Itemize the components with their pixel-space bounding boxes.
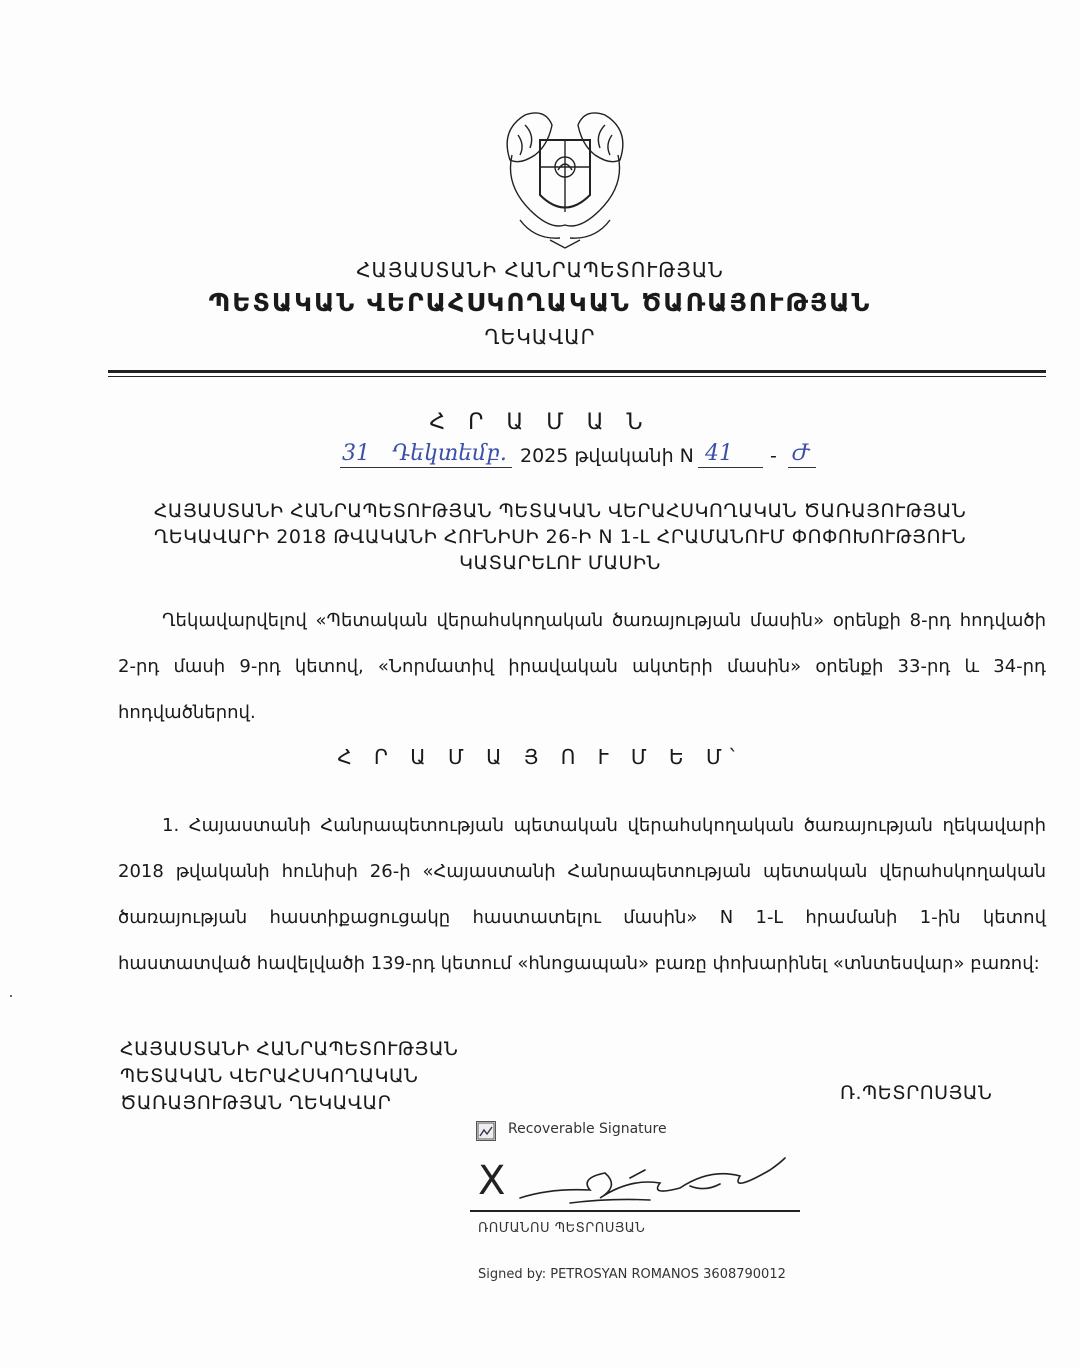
handwritten-month: Դեկտեմբ.: [392, 441, 507, 466]
order-year-text: 2025 թվականի N: [520, 445, 694, 467]
header-agency: ՊԵՏԱԿԱՆ ՎԵՐԱՀՍԿՈՂԱԿԱՆ ԾԱՌԱՅՈՒԹՅԱՆ: [208, 288, 872, 317]
handwritten-suffix: Ժ: [792, 441, 810, 466]
signatory-org-line1: ՀԱՅԱՍՏԱՆԻ ՀԱՆՐԱՊԵՏՈՒԹՅԱՆ: [120, 1038, 459, 1060]
handwritten-signature: [510, 1148, 800, 1208]
handwritten-day: 31: [342, 441, 370, 466]
signatory-title: [120, 1036, 458, 1117]
header-country: ՀԱՅԱՍՏԱՆԻ ՀԱՆՐԱՊԵՏՈՒԹՅԱՆ: [356, 258, 724, 282]
signer-full-name: ՌՈՄԱՆՈՍ ՊԵՏՐՈՍՅԱՆ: [478, 1221, 646, 1236]
date-underline: [340, 467, 512, 468]
preamble-text: Ղեկավարվելով «Պետական վերահսկողական ծառայության մասին» օրենքի 8-րդ հոդվածի 2-րդ մասի 9-րդ կետով, «Նորմատիվ իրավական ակտերի մասին» օրենքի 33-րդ և 34-րդ հոդվածներով.: [118, 610, 1046, 723]
order-title: Հ Ր Ա Մ Ա Ն: [429, 410, 651, 435]
decree-heading: Հ Ր Ա Մ Ա Յ Ո Ւ Մ Ե Մ՝: [337, 745, 743, 769]
signatory-org-line2: ՊԵՏԱԿԱՆ ՎԵՐԱՀՍԿՈՂԱԿԱՆ: [120, 1065, 419, 1087]
preamble-paragraph: [118, 598, 1046, 736]
suffix-underline: [788, 467, 816, 468]
item-1-text: 1. Հայաստանի Հանրապետության պետական վերահսկողական ծառայության ղեկավարի 2018 թվականի հունիսի 26-ի «Հայաստանի Հանրապետության պետական վերահսկողական ծառայության հաստիքացուցակը հաստատելու մասին» N 1-Լ հրամանի 1-ին կետով հաստատված հավելվածի 139-րդ կետում «հնոցապան» բառը փոխարինել «տնտեսվար» բառով:: [118, 815, 1046, 974]
handwritten-order-number: 41: [705, 441, 733, 466]
order-date-line: [330, 441, 850, 475]
number-dash: -: [770, 445, 777, 467]
recoverable-signature-label: Recoverable Signature: [508, 1121, 667, 1137]
signature-line: [470, 1210, 800, 1212]
signatory-org-line3: ԾԱՌԱՅՈՒԹՅԱՆ ՂԵԿԱՎԱՐ: [120, 1092, 392, 1114]
order-subject: ՀԱՅԱՍՏԱՆԻ ՀԱՆՐԱՊԵՏՈՒԹՅԱՆ ՊԵՏԱԿԱՆ ՎԵՐԱՀՍԿՈՂԱԿԱՆ ԾԱՌԱՅՈՒԹՅԱՆ ՂԵԿԱՎԱՐԻ 2018 ԹՎԱԿԱՆԻ ՀՈՒՆԻՍԻ 26-Ի N 1-Լ ՀՐԱՄԱՆՈՒՄ ՓՈՓՈԽՈՒԹՅՈՒՆ ԿԱՏԱՐԵԼՈՒ ՄԱՍԻՆ: [153, 500, 967, 574]
item-1-paragraph: [118, 803, 1046, 987]
header-divider-thin: [108, 376, 1046, 377]
signed-by-text: Signed by: PETROSYAN ROMANOS 3608790012: [478, 1267, 786, 1282]
coat-of-arms-emblem: [490, 100, 640, 250]
digital-signature-block: [470, 1118, 810, 1298]
signature-document-icon: [476, 1121, 496, 1141]
scan-speck: [10, 995, 12, 997]
number-underline: [698, 467, 763, 468]
header-position: ՂԵԿԱՎԱՐ: [484, 325, 596, 349]
header-divider-thick: [108, 370, 1046, 373]
signatory-name-short: Ռ.ՊԵՏՐՈՍՅԱՆ: [840, 1082, 993, 1104]
signature-x-mark: X: [478, 1158, 506, 1204]
